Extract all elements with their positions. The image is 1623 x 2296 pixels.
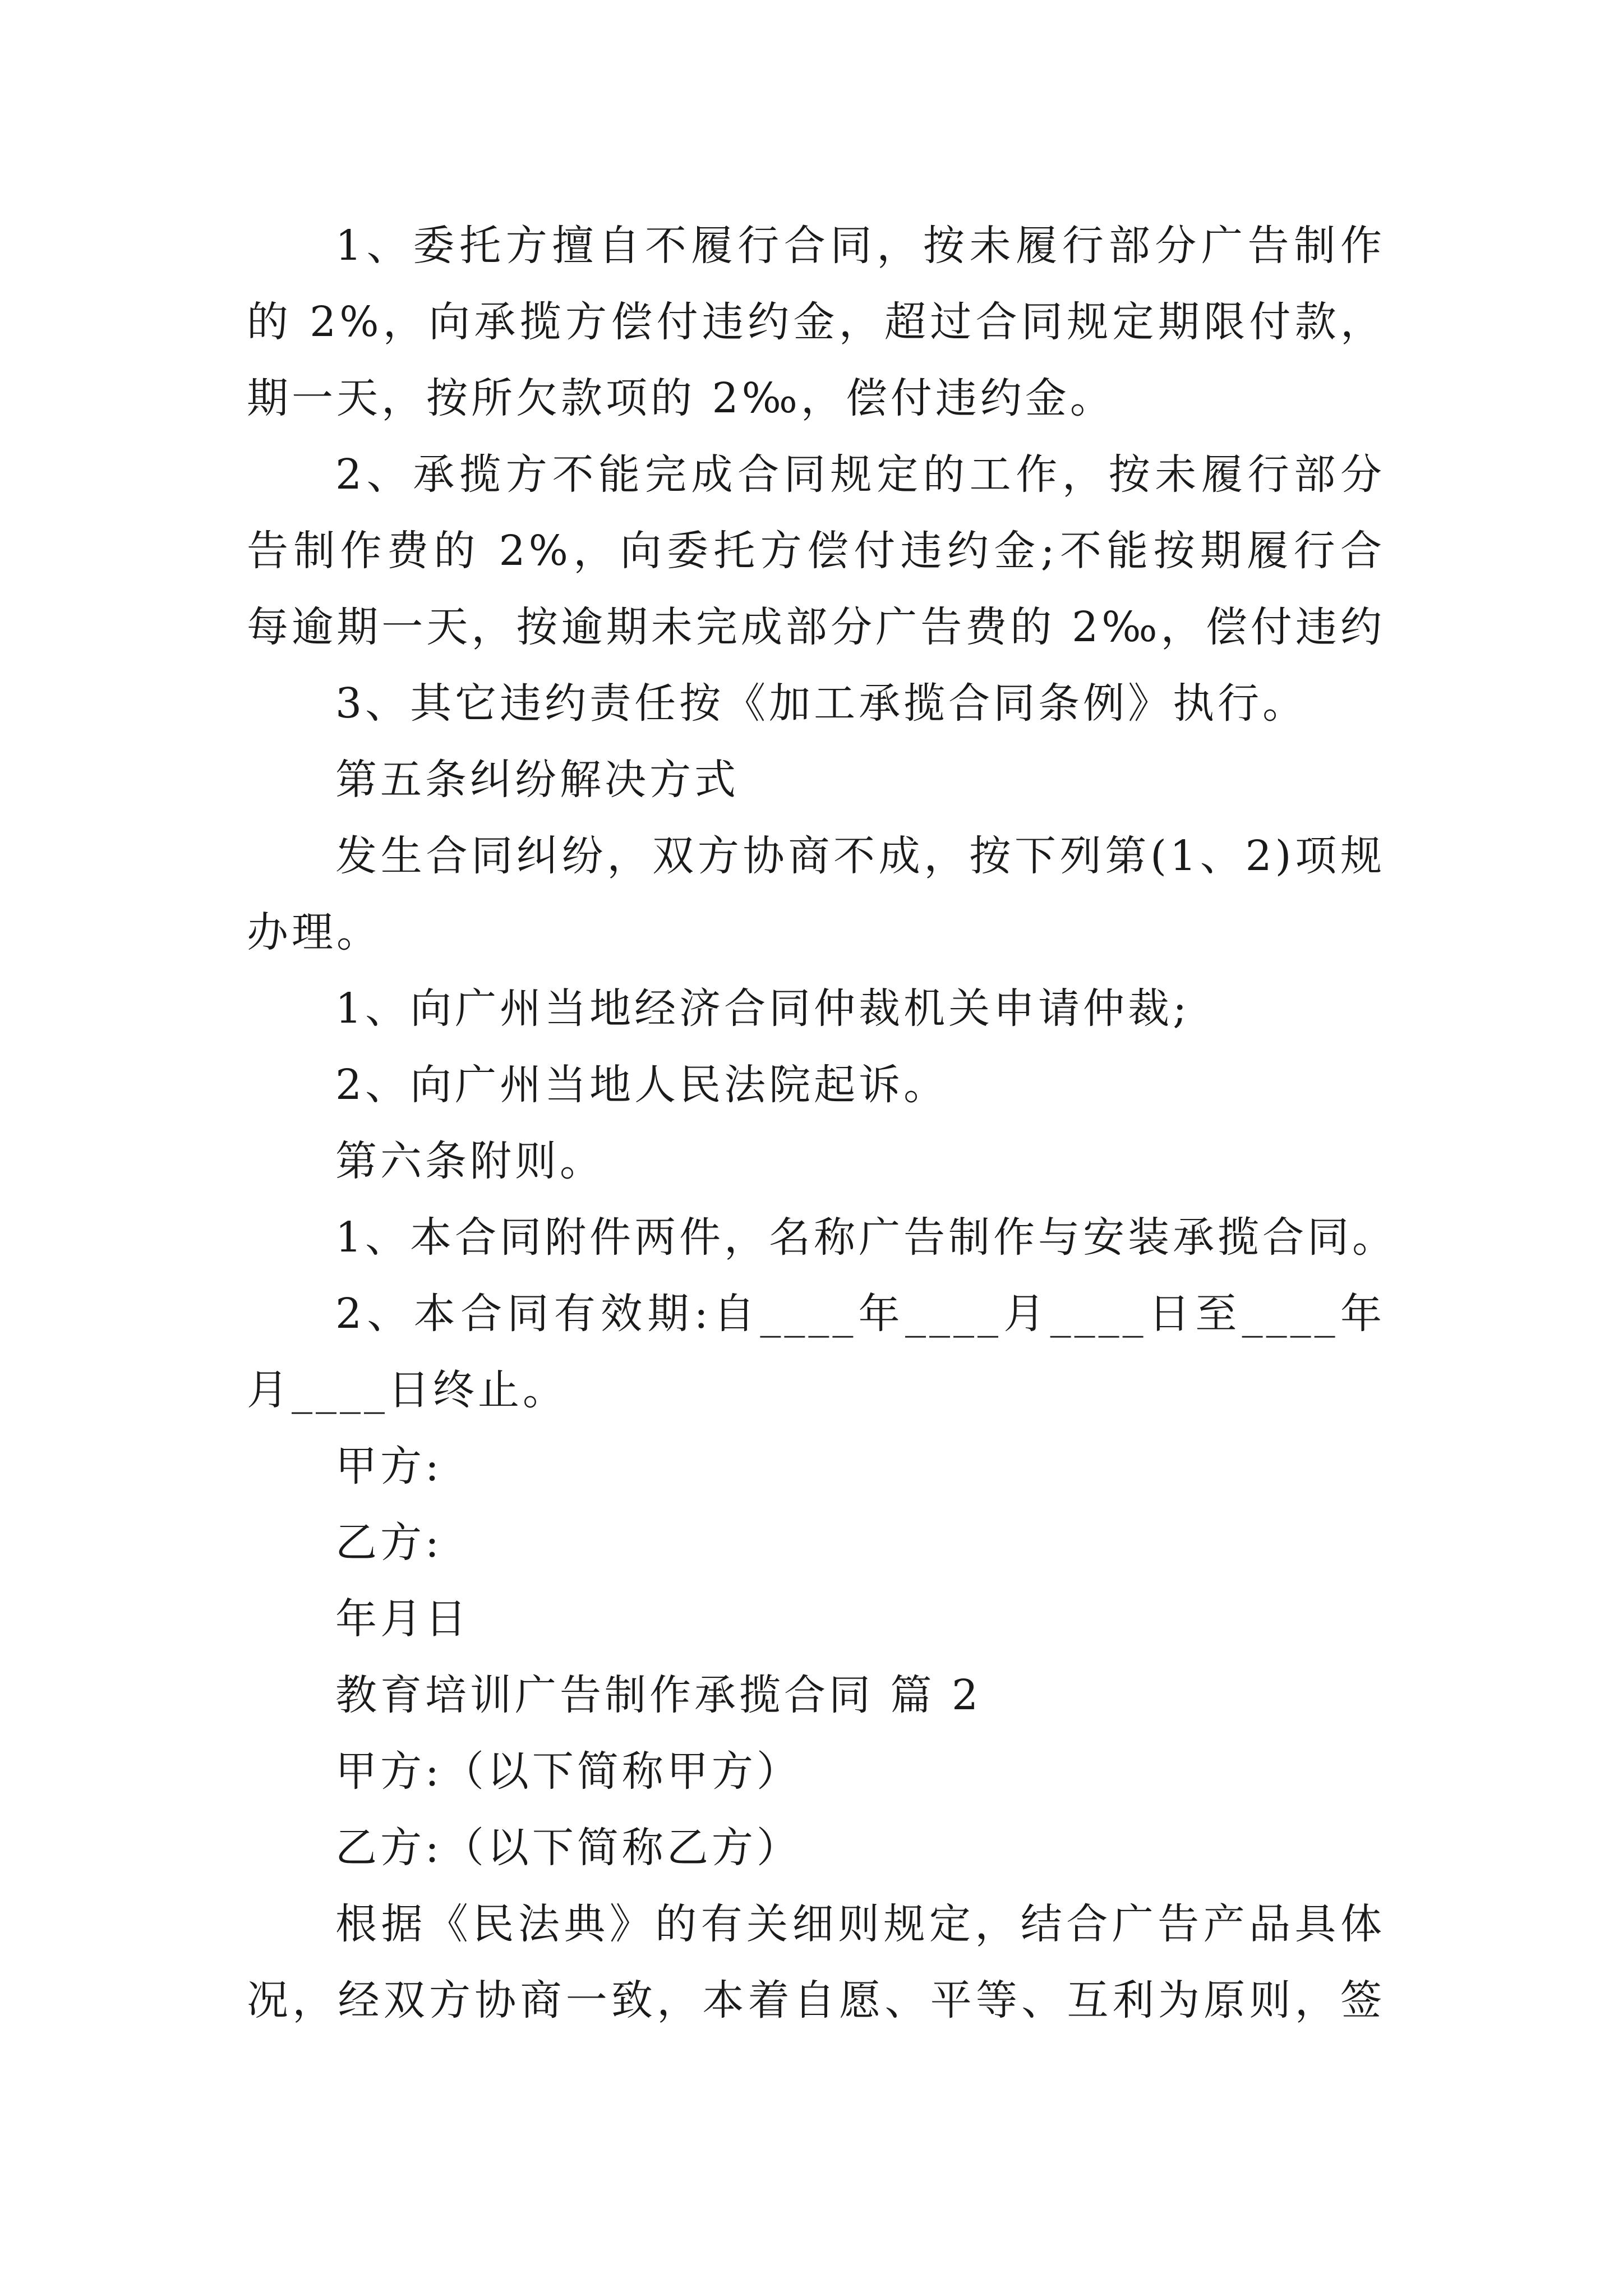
party-a-line: 甲方:（以下简称甲方） bbox=[335, 1747, 801, 1796]
clause-line: 每逾期一天，按逾期未完成部分广告费的 2‰，偿付违约 bbox=[247, 603, 1385, 651]
validity-line: 月____日终止。 bbox=[247, 1366, 568, 1414]
clause-line: 2、向广州当地人民法院起诉。 bbox=[335, 1061, 949, 1109]
section-heading: 第六条附则。 bbox=[335, 1137, 605, 1185]
clause-line: 期一天，按所欠款项的 2‰，偿付违约金。 bbox=[247, 374, 1115, 422]
clause-line: 3、其它违约责任按《加工承揽合同条例》执行。 bbox=[335, 679, 1308, 728]
clause-line: 1、本合同附件两件，名称广告制作与安装承揽合同。 bbox=[335, 1213, 1398, 1262]
signature-date: 年月日 bbox=[335, 1595, 470, 1643]
preamble-line: 况，经双方协商一致，本着自愿、平等、互利为原则，签 bbox=[247, 1976, 1385, 2024]
preamble-line: 根据《民法典》的有关细则规定，结合广告产品具体 bbox=[335, 1900, 1385, 1948]
party-a-signature: 甲方: bbox=[335, 1442, 442, 1490]
party-b-signature: 乙方: bbox=[335, 1519, 442, 1567]
clause-line: 1、向广州当地经济合同仲裁机关申请仲裁; bbox=[335, 984, 1191, 1033]
section-heading: 第五条纠纷解决方式 bbox=[335, 756, 739, 804]
contract-title: 教育培训广告制作承揽合同 篇 2 bbox=[335, 1671, 982, 1719]
clause-line: 告制作费的 2%，向委托方偿付违约金;不能按期履行合 bbox=[247, 527, 1385, 575]
clause-line: 2、承揽方不能完成合同规定的工作，按未履行部分 bbox=[335, 450, 1385, 499]
party-b-line: 乙方:（以下简称乙方） bbox=[335, 1824, 801, 1872]
clause-line: 1、委托方擅自不履行合同，按未履行部分广告制作 bbox=[335, 222, 1385, 270]
validity-line: 2、本合同有效期:自____年____月____日至____年 bbox=[335, 1290, 1385, 1338]
clause-line: 发生合同纠纷，双方协商不成，按下列第(1、2)项规 bbox=[335, 832, 1385, 880]
clause-line: 的 2%，向承揽方偿付违约金，超过合同规定期限付款， bbox=[247, 298, 1385, 346]
clause-line: 办理。 bbox=[247, 908, 381, 956]
